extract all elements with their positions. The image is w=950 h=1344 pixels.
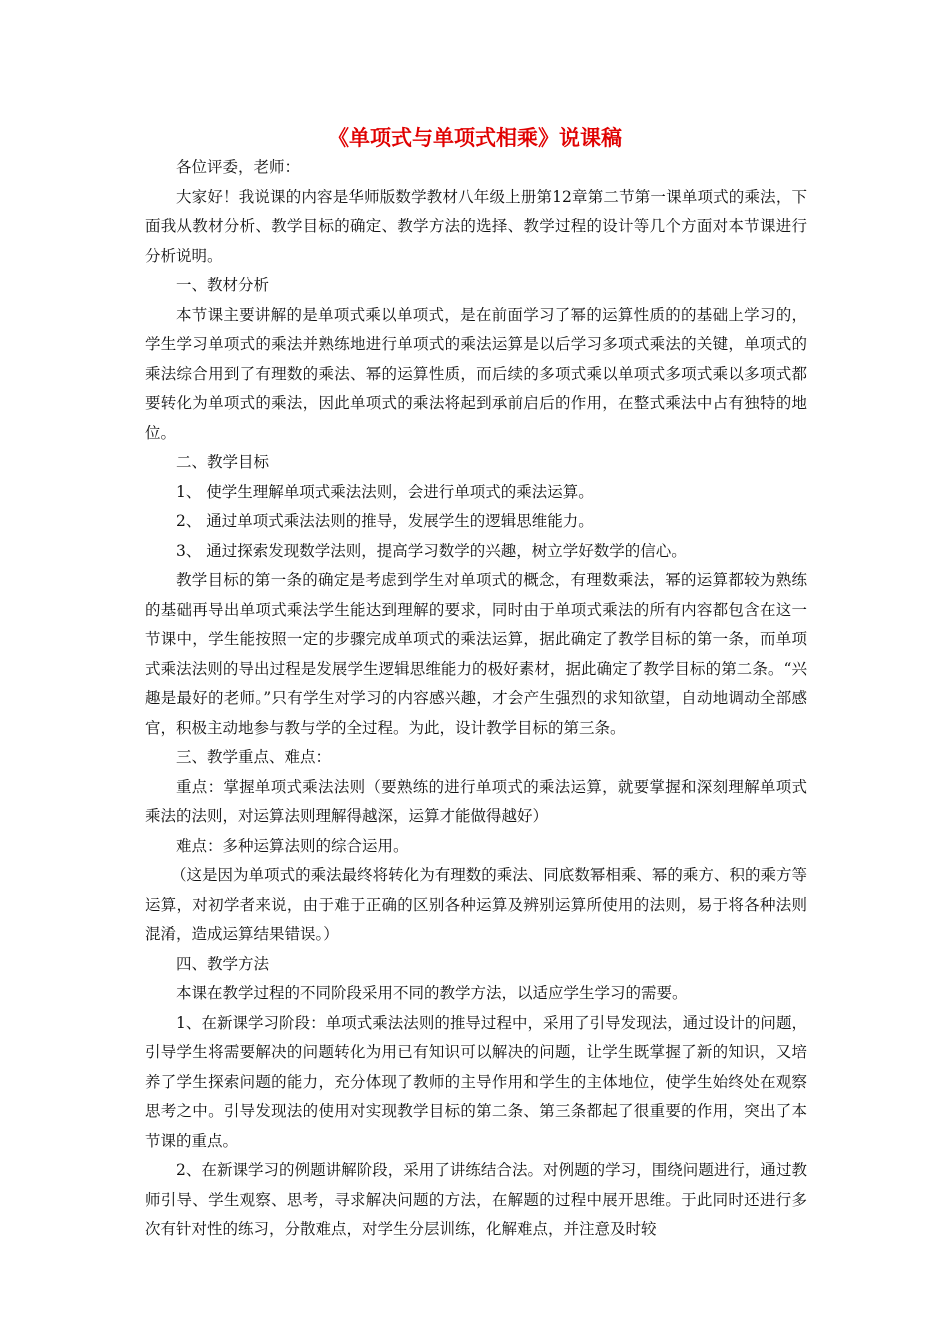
key-point-paragraph: 重点：掌握单项式乘法法则（要熟练的进行单项式的乘法运算，就要掌握和深刻理解单项式乘法的法则，对运算法则理解得越深，运算才能做得越好）	[145, 777, 807, 825]
document-body	[145, 153, 807, 1245]
body-paragraph: 本节课主要讲解的是单项式乘以单项式，是在前面学习了幂的运算性质的的基础上学习的，学生学习单项式的乘法并熟练地进行单项式的乘法运算是以后学习多项式乘法的关键，单项式的乘法综合用到了有理数的乘法、幂的运算性质，而后续的多项式乘以单项式多项式乘以多项式都要转化为单项式的乘法，因此单项式的乘法将起到承前启后的作用，在整式乘法中占有独特的地位。	[145, 305, 807, 442]
section-heading: 三、教学重点、难点：	[176, 748, 332, 766]
section-heading: 二、教学目标	[176, 453, 270, 471]
method-paragraph: 2、在新课学习的例题讲解阶段，采用了讲练结合法。对例题的学习，围绕问题进行，通过教师引导、学生观察、思考，寻求解决问题的方法，在解题的过程中展开思维。于此同时还进行多次有针对性的练习，分散难点，对学生分层训练，化解难点，并注意及时较	[145, 1161, 807, 1238]
method-paragraph: 1、在新课学习阶段：单项式乘法法则的推导过程中，采用了引导发现法，通过设计的问题，引导学生将需要解决的问题转化为用已有知识可以解决的问题，让学生既掌握了新的知识，又培养了学生探索问题的能力，充分体现了教师的主导作用和学生的主体地位，使学生始终处在观察思考之中。引导发现法的使用对实现教学目标的第二条、第三条都起了很重要的作用，突出了本节课的重点。	[145, 1013, 807, 1150]
salutation: 各位评委，老师：	[176, 158, 301, 176]
note-paragraph: （这是因为单项式的乘法最终将转化为有理数的乘法、同底数幂相乘、幂的乘方、积的乘方等运算，对初学者来说，由于难于正确的区别各种运算及辨别运算所使用的法则，易于将各种法则混淆，造成运算结果错误。）	[145, 866, 807, 943]
goal-item: 1、 使学生理解单项式乘法法则，会进行单项式的乘法运算。	[176, 482, 594, 501]
section-heading: 四、教学方法	[176, 954, 270, 973]
goal-item: 3、 通过探索发现数学法则，提高学习数学的兴趣，树立学好数学的信心。	[176, 541, 687, 560]
body-paragraph: 本课在教学过程的不同阶段采用不同的教学方法，以适应学生学习的需要。	[176, 984, 688, 1002]
body-paragraph: 教学目标的第一条的确定是考虑到学生对单项式的概念，有理数乘法，幂的运算都较为熟练的基础再导出单项式乘法学生能达到理解的要求，同时由于单项式乘法的所有内容都包含在这一节课中，学生能按照一定的步骤完成单项式的乘法运算，据此确定了教学目标的第一条，而单项式乘法法则的导出过程是发展学生逻辑思维能力的极好素材，据此确定了教学目标的第二条。“兴趣是最好的老师。”只有学生对学习的内容感兴趣，才会产生强烈的求知欲望，自动地调动全部感官，积极主动地参与教与学的全过程。为此，设计教学目标的第三条。	[145, 571, 807, 737]
difficulty-paragraph: 难点：多种运算法则的综合运用。	[176, 836, 409, 855]
document-title: 《单项式与单项式相乘》说课稿	[328, 126, 622, 150]
section-heading: 一、教材分析	[176, 276, 270, 294]
intro-paragraph: 大家好！我说课的内容是华师版数学教材八年级上册第12章第二节第一课单项式的乘法，下面我从教材分析、教学目标的确定、教学方法的选择、教学过程的设计等几个方面对本节课进行分析说明。	[145, 187, 807, 265]
goal-item: 2、 通过单项式乘法法则的推导，发展学生的逻辑思维能力。	[176, 512, 594, 530]
